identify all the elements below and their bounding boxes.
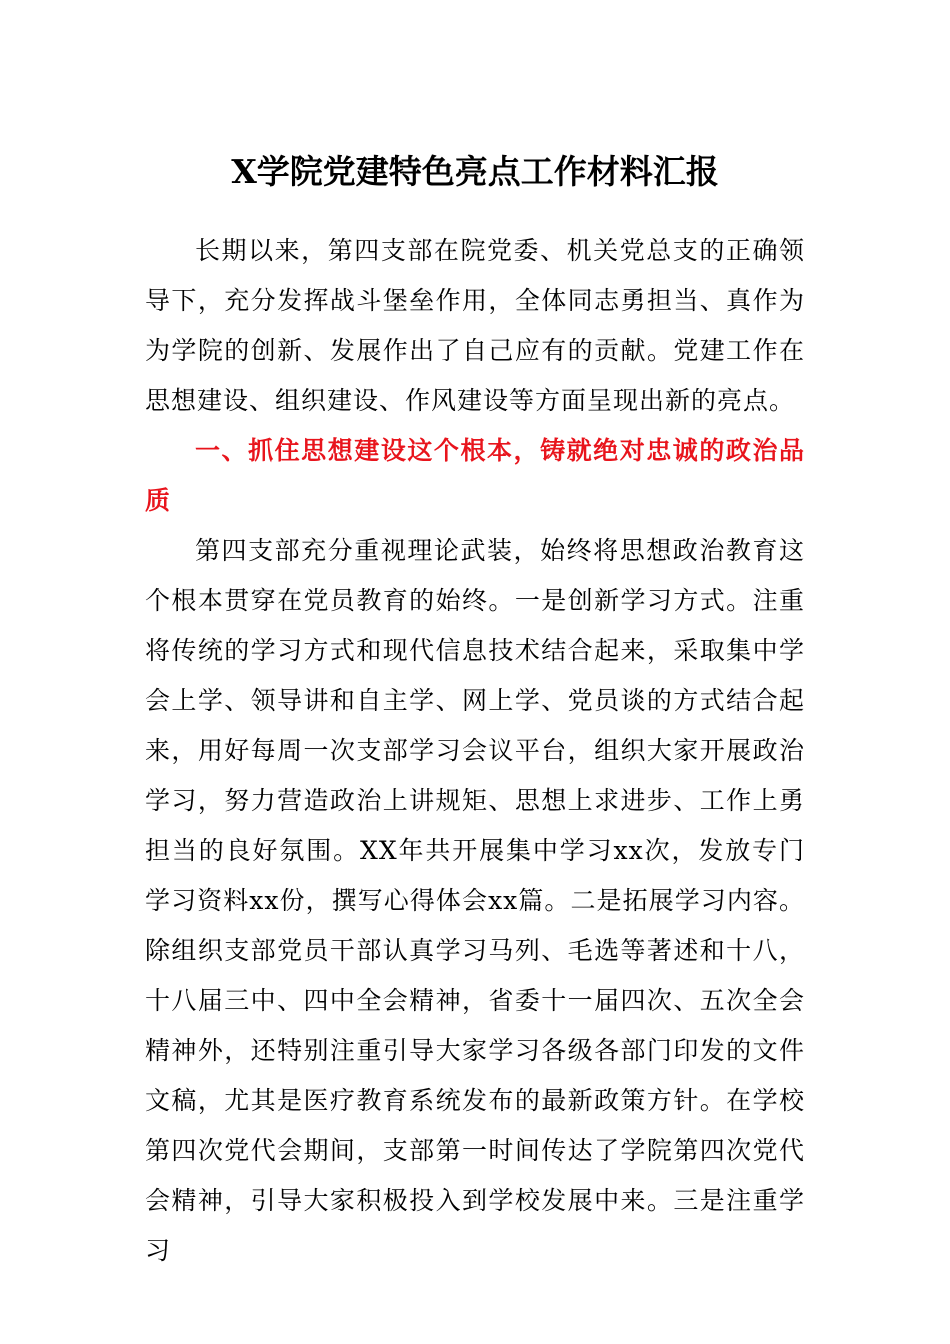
document-title: X学院党建特色亮点工作材料汇报 — [231, 152, 719, 191]
document-body — [145, 226, 805, 1276]
intro-paragraph: 长期以来，第四支部在院党委、机关党总支的正确领导下，充分发挥战斗堡垒作用，全体同志勇担当、真作为为学院的创新、发展作出了自己应有的贡献。党建工作在思想建设、组织建设、作风建设等方面呈现出新的亮点。 — [145, 236, 805, 415]
section-heading-1: 一、抓住思想建设这个根本，铸就绝对忠诚的政治品质 — [145, 436, 805, 515]
section-paragraph-1: 第四支部充分重视理论武装，始终将思想政治教育这个根本贯穿在党员教育的始终。一是创新学习方式。注重将传统的学习方式和现代信息技术结合起来，采取集中学会上学、领导讲和自主学、网上学、党员谈的方式结合起来，用好每周一次支部学习会议平台，组织大家开展政治学习，努力营造政治上讲规矩、思想上求进步、工作上勇担当的良好氛围。XX年共开展集中学习xx次，发放专门学习资料xx份，撰写心得体会xx篇。二是拓展学习内容。除组织支部党员干部认真学习马列、毛选等著述和十八，十八届三中、四中全会精神，省委十一届四次、五次全会精神外，还特别注重引导大家学习各级各部门印发的文件文稿，尤其是医疗教育系统发布的最新政策方针。在学校第四次党代会期间，支部第一时间传达了学院第四次党代会精神，引导大家积极投入到学校发展中来。三是注重学习 — [145, 536, 805, 1265]
